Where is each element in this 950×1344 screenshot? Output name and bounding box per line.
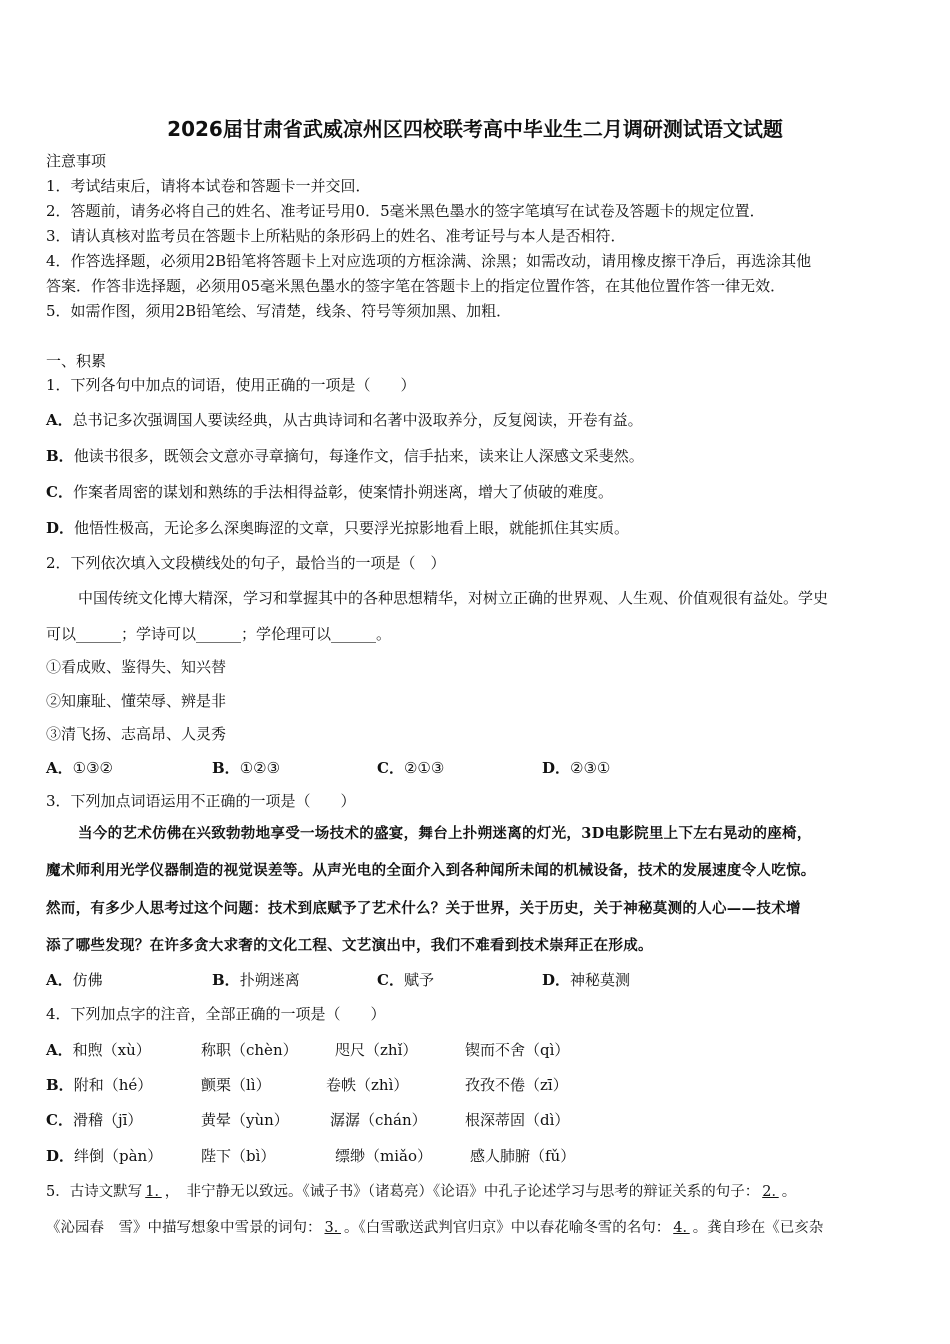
- answer-blank: 3．: [324, 1220, 341, 1236]
- option-text: 扑朔迷离: [239, 971, 300, 989]
- option-d: [542, 758, 610, 778]
- pinyin-item: 称职（chèn）: [201, 1041, 298, 1059]
- option-text: 赋予: [403, 971, 434, 989]
- question-stem: 4．下列加点字的注音，全部正确的一项是（ ）: [46, 1005, 386, 1023]
- option-text: 他读书很多，既领会文意亦寻章摘句，每逢作文，信手拈来，读来让人深感文采斐然。: [73, 447, 644, 465]
- passage-line: 添了哪些发现？在许多贪大求奢的文化工程、文艺演出中，我们不难看到技术崇拜正在形成。: [46, 937, 653, 954]
- pinyin-item: 黄晕（yùn）: [201, 1111, 289, 1129]
- option-label: D．: [46, 519, 75, 537]
- option-d: [542, 970, 630, 990]
- passage-line: 中国传统文化博大精深，学习和掌握其中的各种思想精华，对树立正确的世界观、人生观、价值观很有益处。学史: [78, 589, 829, 607]
- question-stem: 1．下列各句中加点的词语，使用正确的一项是（ ）: [46, 376, 416, 394]
- option-label: B．: [46, 1076, 74, 1094]
- option-label: A．: [46, 411, 73, 429]
- answer-blank: 4．: [673, 1220, 690, 1236]
- pinyin-item: 孜孜不倦（zī）: [465, 1076, 568, 1094]
- stem-text: 。龚自珍在《已亥杂: [692, 1220, 824, 1236]
- option-text: ②③①: [570, 759, 611, 777]
- option-label: C．: [377, 759, 404, 777]
- option-a: [46, 758, 113, 778]
- question-stem: [46, 1182, 796, 1202]
- passage-line: 魔术师利用光学仪器制造的视觉误差等。从声光电的全面介入到各种闻所未闻的机械设备，技术的发展速度令人吃惊。: [46, 862, 816, 879]
- choice-item: ①看成败、鉴得失、知兴替: [46, 658, 227, 676]
- option-text: ②①③: [403, 759, 445, 777]
- pinyin-item: 潺潺（chán）: [330, 1111, 427, 1129]
- option-d: [46, 1146, 162, 1166]
- option-c: [46, 1110, 142, 1130]
- option-label: C．: [46, 483, 73, 501]
- question-stem: 2．下列依次填入文段横线处的句子，最恰当的一项是（ ）: [46, 554, 446, 572]
- passage-line: 可以______；学诗可以______；学伦理可以______。: [46, 625, 392, 643]
- pinyin-item: 卷帙（zhì）: [326, 1076, 409, 1094]
- notice-item: 答案．作答非选择题，必须用05毫米黑色墨水的签字笔在答题卡上的指定位置作答，在其他位置作答一律无效．: [46, 277, 786, 295]
- question-text: [46, 1218, 823, 1238]
- question-stem: 3．下列加点词语运用不正确的一项是（ ）: [46, 792, 356, 810]
- option-text: 绊倒（pàn）: [74, 1147, 163, 1165]
- option-label: B．: [212, 971, 240, 989]
- option-label: C．: [46, 1111, 73, 1129]
- option-text: 仿佛: [72, 971, 103, 989]
- option-text: 总书记多次强调国人要读经典，从古典诗词和名著中汲取养分，反复阅读，开卷有益。: [72, 411, 643, 429]
- pinyin-item: 陛下（bì）: [201, 1147, 276, 1165]
- option-a: [46, 1040, 151, 1060]
- option-b: [212, 758, 280, 778]
- stem-text: 。: [781, 1184, 797, 1200]
- option-text: 他悟性极高，无论多么深奥晦涩的文章，只要浮光掠影地看上眼，就能抓住其实质。: [74, 519, 630, 537]
- pinyin-item: 缥缈（miǎo）: [335, 1147, 432, 1165]
- choice-item: ③清飞扬、志高昂、人灵秀: [46, 725, 227, 743]
- passage-line: 然而，有多少人思考过这个问题：技术到底赋予了艺术什么？关于世界，关于历史，关于神秘莫测的人心——技术增: [46, 900, 801, 917]
- stem-text: 《沁园春 雪》中描写想象中雪景的词句：: [46, 1220, 322, 1236]
- stem-text: ， 非宁静无以致远。《诫子书》（诸葛亮）《论语》中孔子论述学习与思考的辩证关系的句子：: [164, 1184, 760, 1200]
- option-label: A．: [46, 1041, 73, 1059]
- option-text: ①②③: [239, 759, 281, 777]
- option-label: D．: [46, 1147, 75, 1165]
- option-text: 神秘莫测: [570, 971, 631, 989]
- page-title: 2026届甘肃省武威凉州区四校联考高中毕业生二月调研测试语文试题: [167, 117, 783, 141]
- option-b: [46, 446, 644, 466]
- option-text: ①③②: [72, 759, 113, 777]
- notice-item: 5．如需作图，须用2B铅笔绘、写清楚，线条、符号等须加黑、加粗．: [46, 302, 512, 320]
- notice-item: 4．作答选择题，必须用2B铅笔将答题卡上对应选项的方框涂满、涂黑；如需改动，请用橡皮擦干净后，再选涂其他: [46, 252, 812, 270]
- option-b: [212, 970, 300, 990]
- stem-text: 。《白雪歌送武判官归京》中以春花喻冬雪的名句：: [343, 1220, 671, 1236]
- option-label: C．: [377, 971, 404, 989]
- option-a: [46, 410, 643, 430]
- option-label: D．: [542, 759, 571, 777]
- notice-heading: 注意事项: [46, 152, 107, 170]
- passage-line: 当今的艺术仿佛在兴致勃勃地享受一场技术的盛宴，舞台上扑朔迷离的灯光，3D电影院里上下左右晃动的座椅，: [78, 825, 812, 842]
- option-label: A．: [46, 971, 73, 989]
- option-a: [46, 970, 103, 990]
- option-c: [46, 482, 613, 502]
- answer-blank: 2．: [762, 1184, 779, 1200]
- notice-item: 1．考试结束后，请将本试卷和答题卡一并交回．: [46, 177, 371, 195]
- option-text: 作案者周密的谋划和熟练的手法相得益彰，使案情扑朔迷离，增大了侦破的难度。: [72, 483, 613, 501]
- section-heading: 一、积累: [46, 352, 107, 370]
- stem-text: 5．古诗文默写: [46, 1184, 143, 1200]
- pinyin-item: 锲而不舍（qì）: [465, 1041, 570, 1059]
- pinyin-item: 感人肺腑（fǔ）: [470, 1147, 576, 1165]
- pinyin-item: 根深蒂固（dì）: [465, 1111, 570, 1129]
- pinyin-item: 颤栗（lì）: [201, 1076, 271, 1094]
- option-d: [46, 518, 629, 538]
- option-label: D．: [542, 971, 571, 989]
- option-label: B．: [212, 759, 240, 777]
- option-c: [377, 970, 434, 990]
- option-text: 附和（hé）: [73, 1076, 153, 1094]
- pinyin-item: 咫尺（zhǐ）: [335, 1041, 418, 1059]
- notice-item: 2．答题前，请务必将自己的姓名、准考证号用0．5毫米黑色墨水的签字笔填写在试卷及答题卡的规定位置．: [46, 202, 765, 220]
- option-text: 滑稽（jī）: [72, 1111, 143, 1129]
- option-text: 和煦（xù）: [72, 1041, 151, 1059]
- choice-item: ②知廉耻、懂荣辱、辨是非: [46, 692, 227, 710]
- notice-item: 3．请认真核对监考员在答题卡上所粘贴的条形码上的姓名、准考证号与本人是否相符．: [46, 227, 626, 245]
- option-label: A．: [46, 759, 73, 777]
- answer-blank: 1．: [145, 1184, 162, 1200]
- option-label: B．: [46, 447, 74, 465]
- option-c: [377, 758, 444, 778]
- option-b: [46, 1075, 152, 1095]
